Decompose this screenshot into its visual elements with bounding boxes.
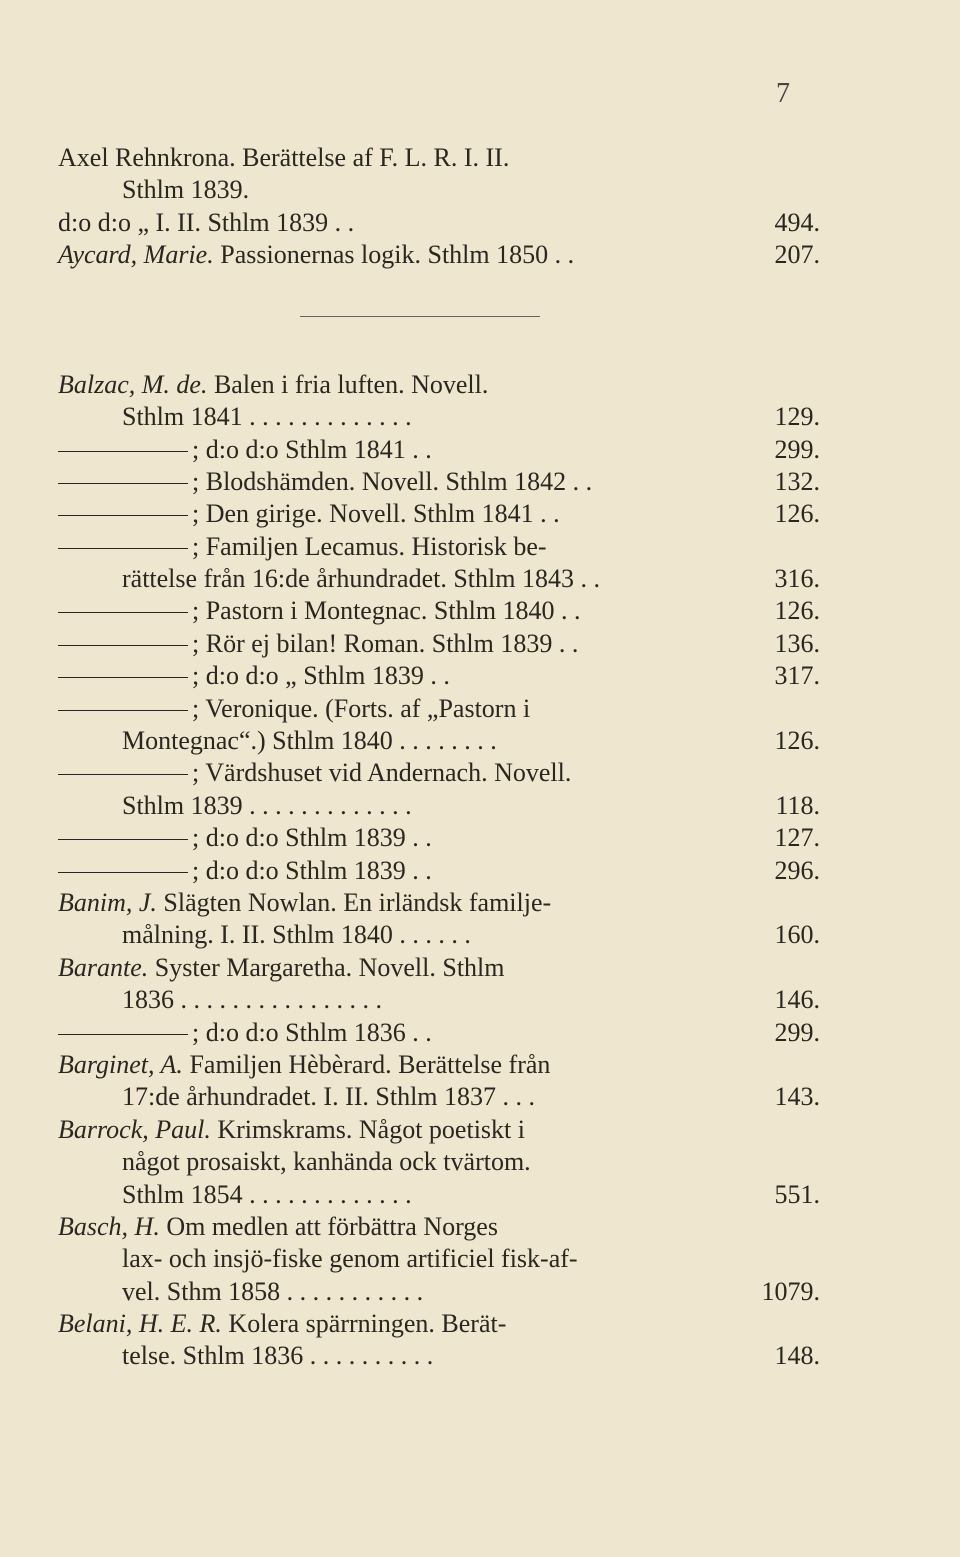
entry-title: ; d:o d:o „ Sthlm 1839 . . (192, 661, 450, 691)
entry-number: 126. (774, 499, 820, 529)
ditto-dash (58, 451, 188, 452)
entry-text (192, 757, 571, 789)
ditto-dash (58, 710, 188, 711)
entry-text (58, 1308, 506, 1340)
catalog-entry (58, 919, 828, 951)
catalog-entry (58, 1179, 828, 1211)
entry-text (122, 725, 497, 757)
entry-title: ; Blodshämden. Novell. Sthlm 1842 . . (192, 466, 593, 496)
entry-title: ; d:o d:o Sthlm 1839 . . (192, 823, 432, 853)
entry-text (192, 466, 592, 498)
catalog-entry (58, 239, 828, 271)
entry-text (122, 1243, 578, 1275)
ditto-dash (58, 515, 188, 516)
catalog-entry (58, 1049, 828, 1081)
entry-title: Slägten Nowlan. En irländsk familje- (163, 887, 552, 917)
entry-title: Sthlm 1854 . . . . . . . . . . . . . (122, 1179, 412, 1209)
entry-text (58, 369, 488, 401)
entry-title: Sthlm 1841 . . . . . . . . . . . . . (122, 402, 412, 432)
entry-title: 1836 . . . . . . . . . . . . . . . . (122, 985, 382, 1015)
entry-number: 1079. (761, 1276, 820, 1306)
entry-number: 126. (774, 596, 820, 626)
entry-title: ; d:o d:o Sthlm 1841 . . (192, 434, 432, 464)
entry-title: 17:de århundradet. I. II. Sthlm 1837 . . . (122, 1082, 536, 1112)
entry-title: vel. Sthm 1858 . . . . . . . . . . . (122, 1276, 424, 1306)
entry-number: 296. (774, 855, 820, 885)
entry-text (58, 1211, 498, 1243)
ditto-dash (58, 872, 188, 873)
catalog-entry (58, 628, 828, 660)
entry-title: Syster Margaretha. Novell. Sthlm (154, 952, 505, 982)
entry-number: 143. (774, 1082, 820, 1112)
entry-number: 136. (774, 628, 820, 658)
catalog-entry (58, 1017, 828, 1049)
entry-title: ; Den girige. Novell. Sthlm 1841 . . (192, 499, 560, 529)
catalog-entry (58, 1146, 828, 1178)
catalog-entry (58, 1211, 828, 1243)
catalog-list (58, 142, 828, 1373)
entry-text (58, 239, 574, 271)
catalog-entry (58, 142, 828, 174)
entry-text (192, 855, 432, 887)
entry-author: Basch, H. (58, 1211, 160, 1241)
entry-text (192, 595, 581, 627)
entry-title: målning. I. II. Sthlm 1840 . . . . . . (122, 920, 471, 950)
entry-title: lax- och insjö-fiske genom artificiel fisk-af- (122, 1244, 578, 1274)
entry-text (58, 207, 354, 239)
catalog-entry (58, 272, 828, 304)
entry-number: 146. (774, 985, 820, 1015)
entry-text (58, 1049, 550, 1081)
ditto-dash (58, 774, 188, 775)
entry-number: 317. (774, 661, 820, 691)
ditto-dash (58, 612, 188, 613)
entry-title: något prosaiskt, kanhända ock tvärtom. (122, 1147, 531, 1177)
entry-title: d:o d:o „ I. II. Sthlm 1839 . . (58, 207, 355, 237)
entry-text (122, 174, 249, 206)
entry-text (122, 1276, 423, 1308)
entry-title: Montegnac“.) Sthlm 1840 . . . . . . . . (122, 726, 497, 756)
entry-text (192, 434, 432, 466)
entry-text (122, 790, 412, 822)
catalog-entry (58, 595, 828, 627)
catalog-entry (58, 563, 828, 595)
entry-title: ; Rör ej bilan! Roman. Sthlm 1839 . . (192, 628, 579, 658)
entry-number: 127. (774, 823, 820, 853)
entry-number: 494. (774, 207, 820, 237)
entry-title: ; Familjen Lecamus. Historisk be- (192, 531, 547, 561)
entry-title: Sthlm 1839 . . . . . . . . . . . . . (122, 790, 412, 820)
entry-text (122, 1146, 531, 1178)
entry-text (122, 563, 600, 595)
catalog-entry (58, 304, 828, 336)
entry-title: Passionernas logik. Sthlm 1850 . . (220, 240, 575, 270)
entry-text (192, 693, 530, 725)
entry-title: Om medlen att förbättra Norges (166, 1211, 498, 1241)
entry-text (58, 142, 509, 174)
entry-author: Barrock, Paul. (58, 1114, 211, 1144)
catalog-entry (58, 1340, 828, 1372)
entry-number: 551. (774, 1179, 820, 1209)
catalog-entry (58, 336, 828, 368)
entry-text (58, 1114, 525, 1146)
entry-author: Aycard, Marie. (58, 240, 214, 270)
entry-number: 299. (774, 1017, 820, 1047)
entry-text (122, 919, 471, 951)
entry-title: ; d:o d:o Sthlm 1839 . . (192, 855, 432, 885)
entry-title: ; d:o d:o Sthlm 1836 . . (192, 1017, 432, 1047)
entry-text (122, 1340, 433, 1372)
entry-number: 299. (774, 434, 820, 464)
entry-text (122, 1081, 535, 1113)
catalog-entry (58, 1081, 828, 1113)
entry-number: 118. (775, 790, 820, 820)
catalog-entry (58, 1276, 828, 1308)
catalog-entry (58, 757, 828, 789)
ditto-dash (58, 548, 188, 549)
entry-text (192, 822, 432, 854)
entry-title: Kolera spärrningen. Berät- (228, 1309, 507, 1339)
entry-number: 316. (774, 564, 820, 594)
entry-title: rättelse från 16:de århundradet. Sthlm 1843 . . (122, 564, 600, 594)
entry-text (122, 401, 412, 433)
entry-title: Familjen Hèbèrard. Berättelse från (189, 1049, 551, 1079)
ditto-dash (58, 677, 188, 678)
entry-number: 129. (774, 402, 820, 432)
entry-text (192, 660, 450, 692)
catalog-entry (58, 725, 828, 757)
catalog-entry (58, 369, 828, 401)
entry-author: Belani, H. E. R. (58, 1309, 222, 1339)
catalog-entry (58, 887, 828, 919)
catalog-entry (58, 693, 828, 725)
entry-text (192, 628, 578, 660)
entry-title: ; Pastorn i Montegnac. Sthlm 1840 . . (192, 596, 581, 626)
catalog-entry (58, 466, 828, 498)
entry-number: 148. (774, 1341, 820, 1371)
entry-title: Sthlm 1839. (122, 175, 250, 205)
ditto-dash (58, 839, 188, 840)
entry-number: 160. (774, 920, 820, 950)
catalog-entry (58, 434, 828, 466)
entry-text (58, 952, 505, 984)
catalog-entry (58, 401, 828, 433)
entry-title: ; Värdshuset vid Andernach. Novell. (192, 758, 572, 788)
entry-number: 207. (774, 240, 820, 270)
entry-text (58, 887, 551, 919)
catalog-entry (58, 1243, 828, 1275)
ditto-dash (58, 645, 188, 646)
entry-text (122, 984, 382, 1016)
ditto-dash (58, 483, 188, 484)
catalog-entry (58, 531, 828, 563)
entry-number: 126. (774, 726, 820, 756)
catalog-entry (58, 790, 828, 822)
entry-title: Krimskrams. Något poetiskt i (217, 1114, 525, 1144)
entry-title: Axel Rehnkrona. Berättelse af F. L. R. I. II. (58, 143, 510, 172)
entry-title: Balen i fria luften. Novell. (213, 369, 489, 399)
entry-author: Barginet, A. (58, 1049, 183, 1079)
entry-author: Balzac, M. de. (58, 369, 208, 399)
entry-number: 132. (774, 466, 820, 496)
catalog-entry (58, 498, 828, 530)
catalog-entry (58, 1308, 828, 1340)
catalog-entry (58, 952, 828, 984)
entry-text (192, 1017, 432, 1049)
catalog-entry (58, 174, 828, 206)
ditto-dash (58, 1034, 188, 1035)
entry-title: ; Veronique. (Forts. af „Pastorn i (192, 693, 531, 723)
entry-text (192, 498, 560, 530)
entry-title: telse. Sthlm 1836 . . . . . . . . . . (122, 1341, 434, 1371)
entry-author: Banim, J. (58, 887, 157, 917)
page-number: 7 (776, 78, 790, 109)
catalog-entry (58, 822, 828, 854)
entry-text (122, 1179, 412, 1211)
catalog-entry (58, 207, 828, 239)
entry-text (192, 531, 547, 563)
entry-author: Barante. (58, 952, 149, 982)
catalog-entry (58, 1114, 828, 1146)
catalog-entry (58, 660, 828, 692)
catalog-entry (58, 855, 828, 887)
catalog-entry (58, 984, 828, 1016)
